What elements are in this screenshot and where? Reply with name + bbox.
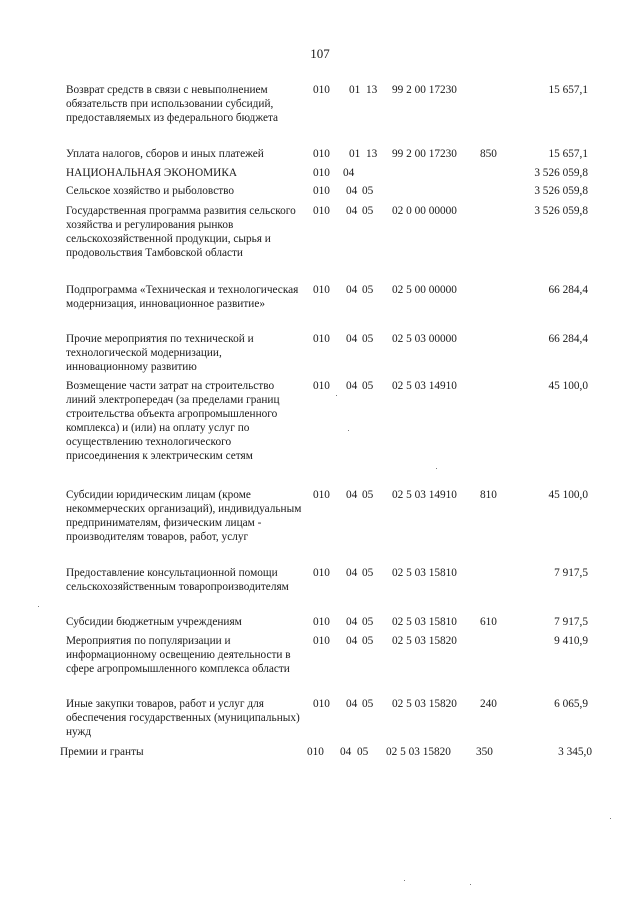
row-pr: 05 [362,205,374,217]
row-name: Уплата налогов, сборов и иных платежей [66,148,264,160]
row-name: Государственная программа развития сельского хозяйства и регулирования рынков сельскохозяйственной продукции, сырья и продовольствия Тамбовской области [66,205,296,259]
row-name: НАЦИОНАЛЬНАЯ ЭКОНОМИКА [66,167,238,179]
row-rz: 04 [346,567,358,579]
row-ved: 010 [313,284,330,296]
row-sum: 3 526 059,8 [534,185,588,197]
row-sum: 6 065,9 [554,698,588,710]
row-ved: 010 [313,567,330,579]
row-ved: 010 [313,84,330,96]
row-sum: 45 100,0 [548,489,588,501]
row-sum: 3 526 059,8 [534,167,588,179]
row-name: Премии и гранты [60,746,144,758]
row-sum: 15 657,1 [548,84,588,96]
row-pr: 05 [362,698,374,710]
row-sum: 15 657,1 [548,148,588,160]
row-sum: 45 100,0 [548,380,588,392]
scan-speck [610,818,611,819]
row-ved: 010 [313,333,330,345]
row-ved: 010 [313,489,330,501]
row-sum: 7 917,5 [554,616,588,628]
row-rz: 04 [343,167,355,179]
row-csr: 02 5 03 15820 [386,746,451,758]
row-ved: 010 [313,148,330,160]
row-sum: 66 284,4 [548,333,588,345]
row-ved: 010 [313,380,330,392]
row-pr: 13 [366,148,378,160]
row-sum: 3 526 059,8 [534,205,588,217]
row-name: Иные закупки товаров, работ и услуг для обеспечения государственных (муниципальных) нужд [66,698,300,738]
row-rz: 04 [340,746,352,758]
row-ved: 010 [313,205,330,217]
row-name: Возврат средств в связи с невыполнением обязательств при использовании субсидий, предоставляемых из федерального бюджета [66,84,279,124]
row-rz: 04 [346,185,358,197]
row-csr: 99 2 00 17230 [392,84,457,96]
row-csr: 02 5 03 15810 [392,567,457,579]
row-csr: 02 5 03 15810 [392,616,457,628]
row-name: Субсидии бюджетным учреждениям [66,616,242,628]
row-pr: 05 [362,380,374,392]
scan-speck [470,884,471,885]
row-pr: 05 [362,635,374,647]
row-csr: 02 5 03 14910 [392,380,457,392]
row-vr: 810 [480,489,497,501]
row-csr: 02 5 03 15820 [392,698,457,710]
row-pr: 05 [362,284,374,296]
row-sum: 3 345,0 [558,746,592,758]
row-csr: 02 5 03 15820 [392,635,457,647]
row-vr: 850 [480,148,497,160]
row-pr: 05 [362,333,374,345]
row-sum: 7 917,5 [554,567,588,579]
row-pr: 05 [362,616,374,628]
row-name: Предоставление консультационной помощи сельскохозяйственным товаропроизводителям [66,567,289,593]
row-ved: 010 [313,698,330,710]
row-rz: 04 [346,333,358,345]
row-rz: 04 [346,205,358,217]
row-name: Подпрограмма «Техническая и технологическая модернизация, инновационное развитие» [66,284,299,310]
row-csr: 99 2 00 17230 [392,148,457,160]
row-name: Прочие мероприятия по технической и технологической модернизации, инновационному развитию [66,333,254,373]
scan-speck [348,430,349,431]
row-name: Возмещение части затрат на строительство линий электропередач (за пределами границ строительства объекта агропромышленного комплекса) и (или) на оплату услуг по осуществлению технологического присоединения к электрическим сетям [66,380,280,462]
row-rz: 01 [349,148,361,160]
row-rz: 01 [349,84,361,96]
row-rz: 04 [346,284,358,296]
scan-speck [436,468,437,469]
row-sum: 9 410,9 [554,635,588,647]
row-vr: 350 [476,746,493,758]
row-ved: 010 [313,616,330,628]
scan-speck [38,606,39,607]
scan-speck [404,880,405,881]
row-rz: 04 [346,698,358,710]
row-rz: 04 [346,489,358,501]
row-pr: 13 [366,84,378,96]
row-vr: 240 [480,698,497,710]
row-sum: 66 284,4 [548,284,588,296]
row-vr: 610 [480,616,497,628]
row-name: Сельское хозяйство и рыболовство [66,185,235,197]
row-name: Субсидии юридическим лицам (кроме некоммерческих организаций), индивидуальным предпринимателям, физическим лицам - производителям товаров, работ, услуг [66,489,302,543]
row-rz: 04 [346,635,358,647]
row-csr: 02 5 03 14910 [392,489,457,501]
row-ved: 010 [313,167,330,179]
row-name: Мероприятия по популяризации и информационному освещению деятельности в сфере агропромышленного комплекса области [66,635,291,675]
row-rz: 04 [346,616,358,628]
row-pr: 05 [362,185,374,197]
page-number: 107 [310,46,330,61]
scan-speck [336,395,337,396]
row-csr: 02 5 03 00000 [392,333,457,345]
row-rz: 04 [346,380,358,392]
row-pr: 05 [362,567,374,579]
row-pr: 05 [362,489,374,501]
row-pr: 05 [357,746,369,758]
row-csr: 02 0 00 00000 [392,205,457,217]
row-ved: 010 [313,635,330,647]
row-ved: 010 [313,185,330,197]
row-csr: 02 5 00 00000 [392,284,457,296]
row-ved: 010 [307,746,324,758]
